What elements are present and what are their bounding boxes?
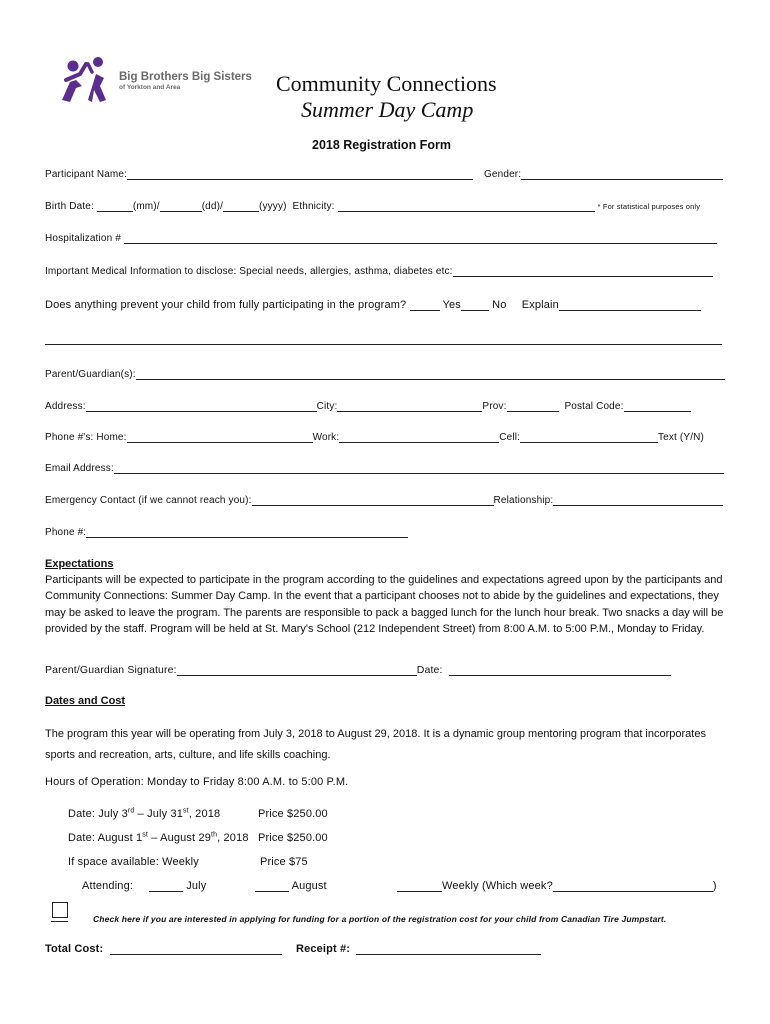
- birth-year-field[interactable]: [223, 200, 259, 212]
- work-field[interactable]: [339, 431, 499, 443]
- emergency-contact-label: Emergency Contact (if we cannot reach you):: [45, 495, 252, 506]
- attend-weekly-option: [397, 880, 717, 892]
- hospitalization-row: [45, 232, 717, 244]
- ethnicity-label: Ethnicity:: [292, 201, 335, 212]
- birth-month-label: (mm)/: [132, 201, 160, 212]
- participant-name-field[interactable]: [127, 168, 473, 180]
- total-cost-field[interactable]: [110, 943, 282, 955]
- parent-guardian-label: Parent/Guardian(s):: [45, 369, 136, 380]
- phone-row: [45, 431, 704, 443]
- address-label: Address:: [45, 401, 86, 412]
- birth-day-label: (dd)/: [201, 201, 224, 212]
- option1-date: [68, 808, 220, 820]
- attend-weekly-field[interactable]: [397, 880, 442, 892]
- big-brothers-big-sisters-logo-icon: [52, 56, 114, 106]
- attending-label: Attending:: [82, 880, 134, 892]
- birth-date-label: Birth Date:: [45, 201, 94, 212]
- option1-date-part-c: , 2018: [188, 808, 221, 820]
- option1-price: Price $250.00: [258, 808, 328, 820]
- attend-july-field[interactable]: [149, 880, 183, 892]
- ethnicity-note: * For statistical purposes only: [597, 202, 701, 211]
- participant-name-label: Participant Name:: [45, 169, 128, 180]
- birth-day-field[interactable]: [160, 200, 202, 212]
- email-label: Email Address:: [45, 463, 114, 474]
- form-title: 2018 Registration Form: [312, 138, 451, 152]
- phone-emergency-row: [45, 526, 408, 538]
- email-row: [45, 462, 724, 474]
- participation-question: Does anything prevent your child from fully participating in the program?: [45, 299, 407, 311]
- attend-august-label: August: [291, 880, 327, 892]
- dates-cost-body: The program this year will be operating from July 3, 2018 to August 29, 2018. It is a dynamic group mentoring program that incorporates sports and recreation, arts, culture, and life skills coaching.: [45, 728, 706, 761]
- signature-row: [45, 664, 671, 676]
- city-field[interactable]: [337, 400, 482, 412]
- participation-yes-label: Yes: [442, 299, 461, 311]
- jumpstart-note: Check here if you are interested in applying for funding for a portion of the registration cost for your child from Canadian Tire Jumpstart.: [93, 914, 667, 924]
- phone-home-label: Phone #'s: Home:: [45, 432, 127, 443]
- receipt-label: Receipt #:: [296, 943, 351, 955]
- participation-no-label: No: [492, 299, 507, 311]
- emergency-contact-field[interactable]: [252, 494, 494, 506]
- expectations-body: Participants will be expected to participate in the program according to the guidelines and expectations agreed upon by the participants and Community Connections: Summer Day Camp. In the event that a participant chooses not to abide by the guidelines and expectations, they may be asked to leave the program. The parents are responsible to pack a bagged lunch for the lunch hour break. Two snacks a day will be provided by the staff. Program will be held at St. Mary's School (212 Independent Street) from 8:00 A.M. to 5:00 P.M., Monday to Friday.: [45, 574, 724, 635]
- attend-close-paren: ): [712, 880, 717, 892]
- attend-which-week-field[interactable]: [553, 880, 713, 892]
- org-name-line1: Big Brothers Big Sisters: [119, 71, 252, 83]
- dates-cost-heading: Dates and Cost: [45, 695, 126, 707]
- postal-code-field[interactable]: [624, 400, 691, 412]
- option1-date-part-b: – July 31: [134, 808, 184, 820]
- option2-price: Price $250.00: [258, 832, 328, 844]
- participation-yes-field[interactable]: [410, 299, 440, 311]
- hospitalization-label: Hospitalization #: [45, 233, 121, 244]
- ethnicity-field[interactable]: [338, 200, 595, 212]
- attend-august-field[interactable]: [255, 880, 289, 892]
- prov-field[interactable]: [507, 400, 559, 412]
- relationship-label: Relationship:: [493, 495, 554, 506]
- participant-name-row: [45, 168, 473, 180]
- cell-label: Cell:: [499, 432, 521, 443]
- city-label: City:: [316, 401, 338, 412]
- signature-date-field[interactable]: [449, 664, 671, 676]
- attending-row: [82, 880, 133, 892]
- org-name-line2: of Yorkton and Area: [119, 84, 181, 91]
- option1-sup-b: st: [183, 807, 189, 815]
- option1-date-part-a: Date: July 3: [68, 808, 128, 820]
- participation-row: [45, 299, 701, 311]
- participation-no-field[interactable]: [461, 299, 489, 311]
- jumpstart-checkbox[interactable]: [52, 902, 68, 918]
- gender-label: Gender:: [484, 169, 522, 180]
- expectations-heading: Expectations: [45, 558, 114, 570]
- explain-field[interactable]: [559, 299, 701, 311]
- attend-july-option: [149, 880, 206, 892]
- attend-july-label: July: [186, 880, 207, 892]
- page-subtitle: Summer Day Camp: [301, 97, 474, 122]
- birth-year-label: (yyyy): [259, 201, 287, 212]
- email-field[interactable]: [114, 462, 724, 474]
- receipt-row: [296, 943, 541, 955]
- medical-info-field[interactable]: [453, 265, 713, 277]
- option2-date-part-a: Date: August 1: [68, 832, 143, 844]
- birth-month-field[interactable]: [97, 200, 133, 212]
- receipt-field[interactable]: [356, 943, 541, 955]
- text-yn-label: Text (Y/N): [658, 432, 704, 443]
- option2-sup-a: st: [142, 831, 149, 839]
- option2-date-part-b: – August 29: [148, 832, 211, 844]
- medical-info-label: Important Medical Information to disclose: Special needs, allergies, asthma, diabetes etc:: [45, 266, 453, 277]
- signature-field[interactable]: [177, 664, 417, 676]
- option2-sup-b: th: [210, 831, 218, 839]
- option2-date: [68, 832, 249, 844]
- work-label: Work:: [312, 432, 340, 443]
- postal-code-label: Postal Code:: [564, 401, 624, 412]
- hours-of-operation: Hours of Operation: Monday to Friday 8:00 A.M. to 5:00 P.M.: [45, 776, 349, 788]
- relationship-field[interactable]: [553, 494, 723, 506]
- parent-guardian-field[interactable]: [136, 368, 725, 380]
- birth-date-row: [45, 200, 700, 212]
- option1-sup-a: rd: [127, 807, 135, 815]
- parent-guardian-row: [45, 368, 725, 380]
- option3-price: Price $75: [260, 856, 308, 868]
- jumpstart-checkbox-underline: [51, 921, 68, 922]
- option2-date-part-c: , 2018: [217, 832, 249, 844]
- medical-info-row: [45, 265, 713, 277]
- total-cost-label: Total Cost:: [45, 943, 104, 955]
- gender-row: [484, 168, 723, 180]
- phone-emergency-label: Phone #:: [45, 527, 87, 538]
- explain-label: Explain: [521, 299, 559, 311]
- org-name: [119, 71, 252, 92]
- emergency-contact-row: [45, 494, 723, 506]
- hospitalization-field[interactable]: [124, 232, 717, 244]
- option3-date: If space available: Weekly: [68, 856, 199, 868]
- attend-august-option: [255, 880, 327, 892]
- explain-continuation-line[interactable]: [45, 344, 722, 345]
- prov-label: Prov:: [482, 401, 507, 412]
- signature-label: Parent/Guardian Signature:: [45, 664, 177, 676]
- signature-date-label: Date:: [416, 664, 443, 676]
- phone-emergency-field[interactable]: [86, 526, 408, 538]
- address-field[interactable]: [86, 400, 317, 412]
- page-title: Community Connections: [276, 71, 497, 96]
- phone-home-field[interactable]: [127, 431, 313, 443]
- address-row: [45, 400, 691, 412]
- gender-field[interactable]: [521, 168, 723, 180]
- cell-field[interactable]: [520, 431, 658, 443]
- attend-weekly-label: Weekly (Which week?: [442, 880, 553, 892]
- org-logo: [52, 56, 114, 106]
- total-cost-row: [45, 943, 282, 955]
